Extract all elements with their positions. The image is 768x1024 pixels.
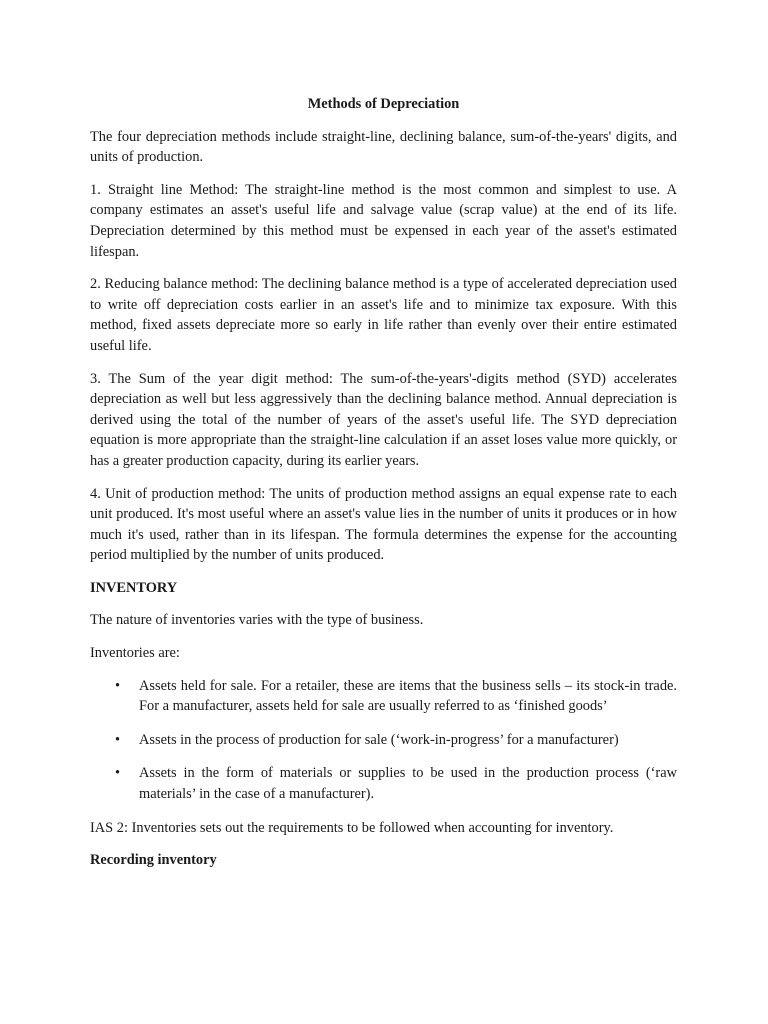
method-straight-line: 1. Straight line Method: The straight-line method is the most common and simplest to use. A company estimates an asset's useful life and salvage value (scrap value) at the end of its life. Depreciation determined by this method must be expensed in each year of the asset's estimated lifespan. — [90, 181, 677, 260]
intro-paragraph: The four depreciation methods include straight-line, declining balance, sum-of-the-years' digits, and units of production. — [90, 128, 677, 166]
document-page — [90, 94, 677, 883]
list-item-text: Assets held for sale. For a retailer, these are items that the business sells – its stock-in trade. For a manufacturer, assets held for sale are usually referred to as ‘finished goods’ — [139, 677, 677, 715]
list-item — [90, 763, 677, 804]
list-item — [90, 730, 677, 751]
page-title: Methods of Depreciation — [307, 96, 460, 112]
method-units-of-production: 4. Unit of production method: The units of production method assigns an equal expense rate to each unit produced. It's most useful where an asset's value lies in the number of units it produces or in how much it's used, rather than in its lifespan. The formula determines the expense for the accounting period multiplied by the number of units produced. — [90, 485, 677, 564]
list-item-text: Assets in the process of production for sale (‘work-in-progress’ for a manufacturer) — [139, 731, 619, 748]
recording-inventory-heading: Recording inventory — [90, 852, 217, 869]
inventories-are-label: Inventories are: — [90, 645, 180, 662]
list-item-text: Assets in the form of materials or supplies to be used in the production process (‘raw materials’ in the case of a manufacturer). — [139, 765, 677, 803]
list-item — [90, 676, 677, 717]
ias-note: IAS 2: Inventories sets out the requirements to be followed when accounting for inventory. — [90, 819, 614, 836]
method-sum-of-years-digits: 3. The Sum of the year digit method: The sum-of-the-years'-digits method (SYD) accelerates depreciation as well but less aggressively than the declining balance method. Annual depreciation is derived using the total of the number of years of the asset's useful life. The SYD depreciation equation is more appropriate than the straight-line calculation if an asset loses value more quickly, or has a greater production capacity, during its earlier years. — [90, 370, 677, 469]
inventory-heading: INVENTORY — [90, 579, 178, 596]
bullet-icon: • — [115, 677, 121, 694]
inventory-types-list — [90, 676, 677, 805]
bullet-icon: • — [115, 731, 121, 748]
method-reducing-balance: 2. Reducing balance method: The declining balance method is a type of accelerated depreciation used to write off depreciation costs earlier in an asset's life and to minimize tax exposure. With this method, fixed assets depreciate more so early in life rather than evenly over their entire estimated useful life. — [90, 276, 677, 354]
bullet-icon: • — [115, 765, 121, 782]
inventory-intro: The nature of inventories varies with the type of business. — [90, 612, 424, 629]
